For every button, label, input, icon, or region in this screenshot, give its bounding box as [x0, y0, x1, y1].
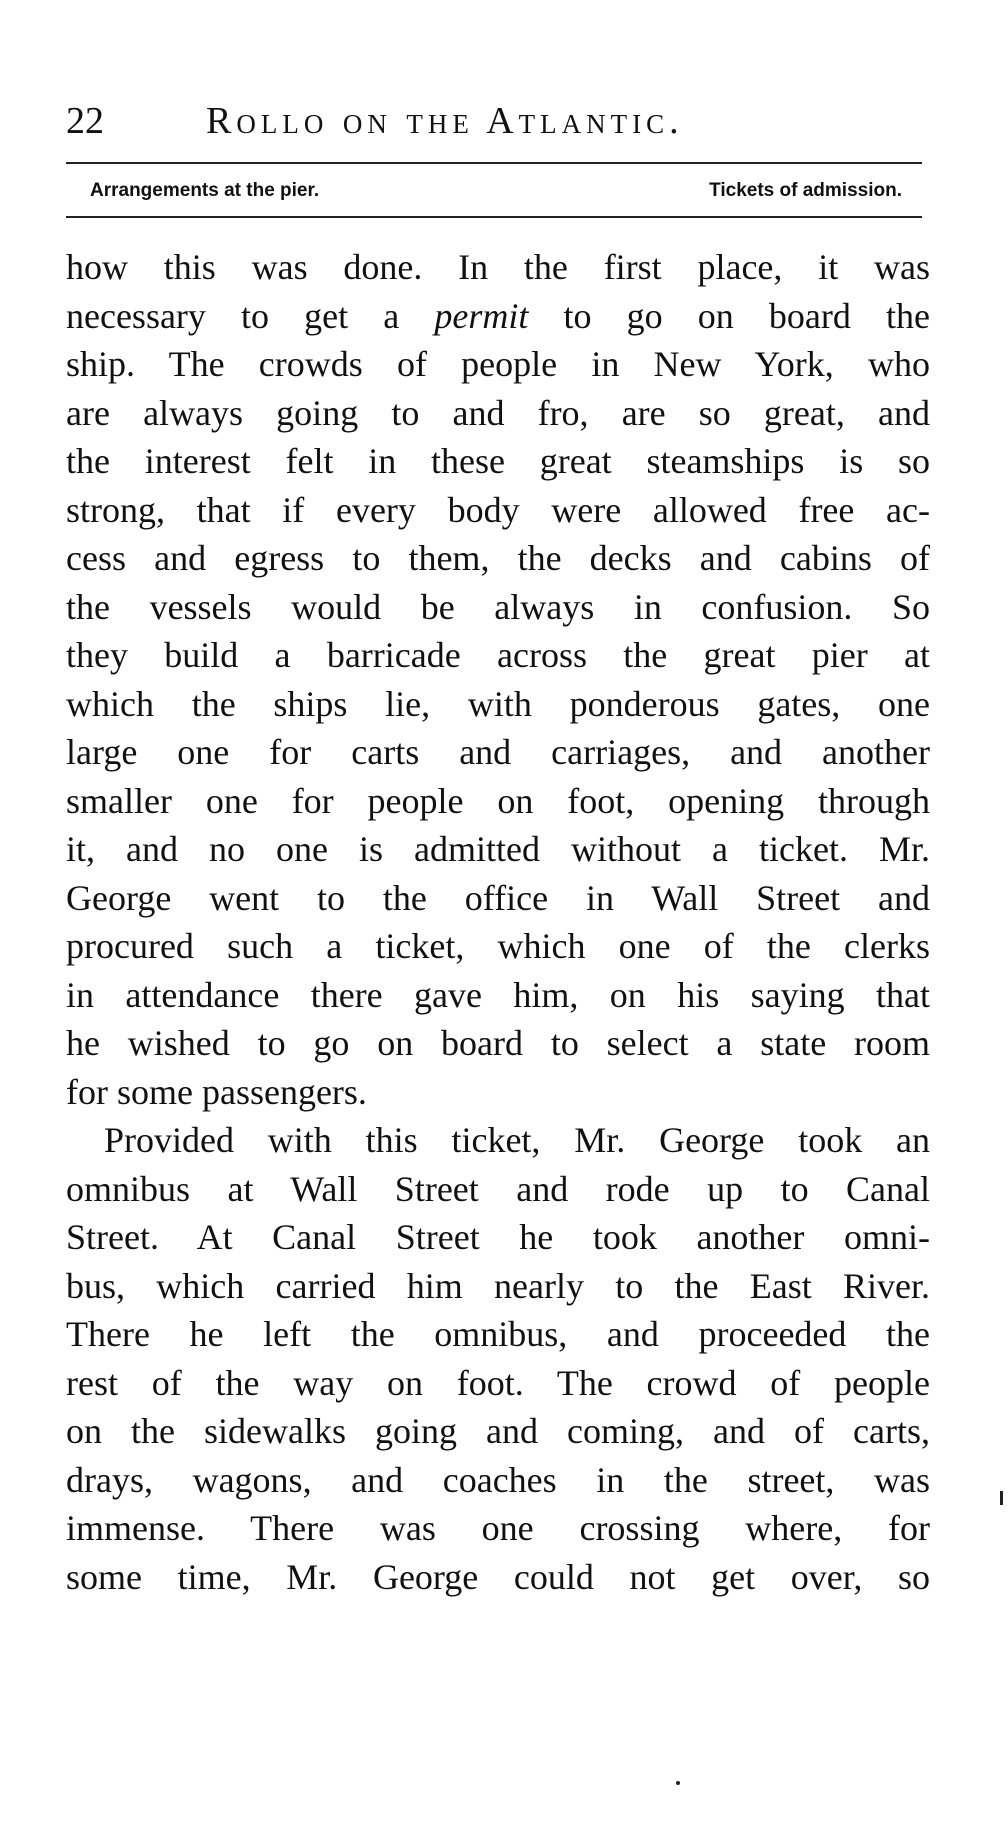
text-line: are always going to and fro, are so great, and [66, 392, 930, 433]
text-line: drays, wagons, and coaches in the street, was [66, 1459, 930, 1500]
text-line: Provided with this ticket, Mr. George took an [104, 1120, 930, 1160]
subheads [90, 174, 902, 208]
text-line: Street. At Canal Street he took another omni- [66, 1217, 930, 1257]
text-line: cess and egress to them, the decks and cabins of [66, 538, 930, 578]
running-head [66, 96, 926, 146]
text-line: on the sidewalks going and coming, and of carts, [66, 1411, 930, 1451]
left-subhead: Arrangements at the pier. [90, 180, 320, 201]
text-line: omnibus at Wall Street and rode up to Canal [66, 1168, 930, 1209]
ink-speck [676, 1781, 680, 1785]
text-line: procured such a ticket, which one of the clerks [66, 926, 930, 966]
text-line: George went to the office in Wall Street and [66, 877, 930, 918]
right-subhead: Tickets of admission. [709, 180, 902, 201]
header-rule-bottom [66, 216, 922, 218]
text-line: smaller one for people on foot, opening through [66, 780, 930, 821]
text-line: immense. There was one crossing where, for [66, 1508, 930, 1548]
text-fragment: to go on board the [563, 295, 931, 336]
text-line: There he left the omnibus, and proceeded the [66, 1314, 930, 1354]
text-line: ship. The crowds of people in New York, who [66, 344, 930, 384]
body-text [66, 243, 930, 1601]
margin-mark [1000, 1491, 1003, 1505]
text-line [66, 292, 930, 341]
text-line: which the ships lie, with ponderous gates, one [66, 683, 930, 724]
text-line: large one for carts and carriages, and another [66, 732, 930, 772]
text-line: the interest felt in these great steamships is so [66, 441, 930, 481]
text-line: it, and no one is admitted without a ticket. Mr. [66, 829, 930, 869]
header-rule-top [66, 162, 922, 164]
page-number: 22 [66, 100, 104, 142]
italic-word: permit [434, 295, 529, 336]
text-line: strong, that if every body were allowed free ac- [66, 489, 930, 530]
text-fragment: necessary to get a [66, 295, 435, 336]
book-title: Rollo on the Atlantic. [206, 100, 684, 142]
text-line: in attendance there gave him, on his saying that [66, 974, 930, 1015]
text-line: they build a barricade across the great pier at [66, 635, 930, 675]
text-line: some time, Mr. George could not get over, so [66, 1556, 930, 1597]
text-line: the vessels would be always in confusion. So [66, 586, 930, 627]
text-line: rest of the way on foot. The crowd of people [66, 1362, 930, 1403]
text-line: how this was done. In the first place, it was [66, 247, 930, 287]
text-line: bus, which carried him nearly to the East River. [66, 1265, 930, 1306]
text-line: he wished to go on board to select a state room [66, 1023, 930, 1063]
text-line: for some passengers. [66, 1071, 367, 1112]
